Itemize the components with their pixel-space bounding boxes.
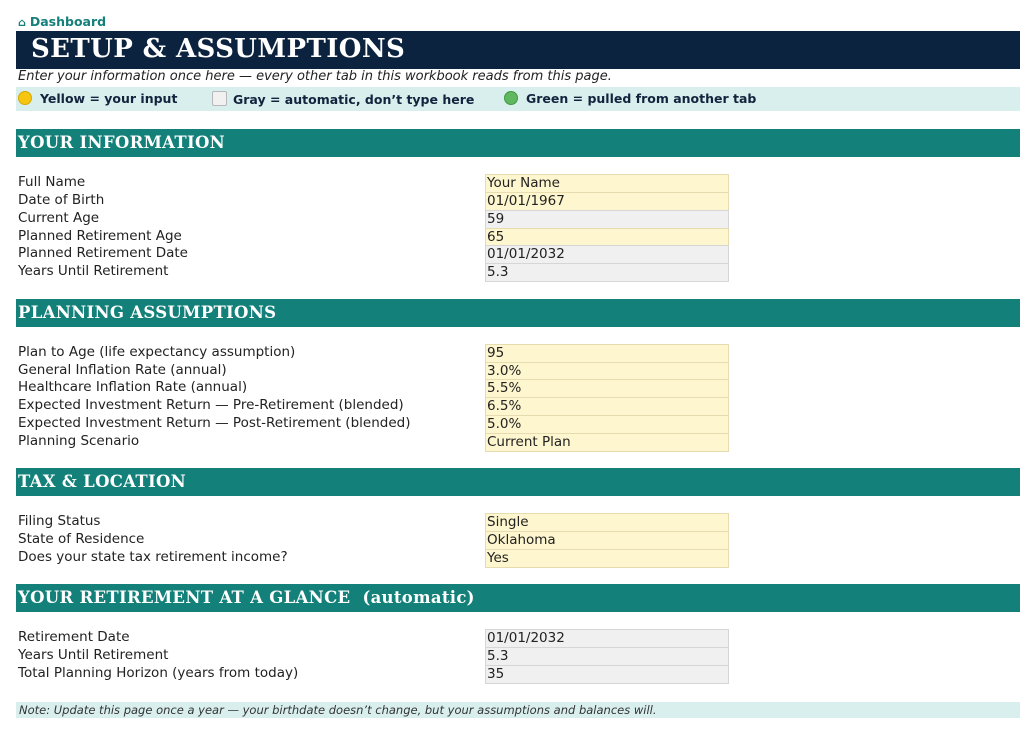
general-inflation-cell[interactable]: 3.0% bbox=[485, 362, 729, 381]
row-label: Expected Investment Return — Pre-Retirement (blended) bbox=[18, 397, 404, 413]
pre-retirement-return-cell[interactable]: 6.5% bbox=[485, 397, 729, 416]
row-label: Current Age bbox=[18, 210, 100, 226]
row-label: Plan to Age (life expectancy assumption) bbox=[18, 344, 296, 360]
plan-to-age-cell[interactable]: 95 bbox=[485, 344, 729, 363]
section-header-planning-assumptions: PLANNING ASSUMPTIONS bbox=[16, 299, 1020, 327]
dashboard-link-label: Dashboard bbox=[29, 14, 107, 29]
green-circle-icon bbox=[504, 91, 518, 105]
color-legend bbox=[16, 87, 1020, 111]
legend-input: Yellow = your input bbox=[18, 91, 177, 106]
row-label: Expected Investment Return — Post-Retirement (blended) bbox=[18, 415, 411, 431]
row-label: Full Name bbox=[18, 174, 86, 190]
healthcare-inflation-cell[interactable]: 5.5% bbox=[485, 379, 729, 398]
row-label: Does your state tax retirement income? bbox=[18, 549, 288, 565]
legend-auto: Gray = automatic, don’t type here bbox=[212, 91, 474, 107]
row-label: Planning Scenario bbox=[18, 433, 140, 449]
yellow-circle-icon bbox=[18, 91, 32, 105]
years-until-retirement-cell: 5.3 bbox=[485, 263, 729, 282]
glance-retirement-date-cell: 01/01/2032 bbox=[485, 629, 729, 648]
glance-planning-horizon-cell: 35 bbox=[485, 665, 729, 684]
row-label: Date of Birth bbox=[18, 192, 105, 208]
row-label: Total Planning Horizon (years from today) bbox=[18, 665, 299, 681]
row-label: Healthcare Inflation Rate (annual) bbox=[18, 379, 248, 395]
retirement-date-cell: 01/01/2032 bbox=[485, 245, 729, 264]
footer-note: Note: Update this page once a year — your birthdate doesn’t change, but your assumptions and balances will. bbox=[16, 702, 1020, 718]
row-label: Retirement Date bbox=[18, 629, 130, 645]
glance-years-until-retirement-cell: 5.3 bbox=[485, 647, 729, 666]
section-header-your-information: YOUR INFORMATION bbox=[16, 129, 1020, 157]
section-header-tax-location: TAX & LOCATION bbox=[16, 468, 1020, 496]
page-subtitle: Enter your information once here — every other tab in this workbook reads from this page. bbox=[18, 69, 612, 84]
page-title: SETUP & ASSUMPTIONS bbox=[31, 34, 406, 64]
section-header-retirement-at-a-glance: YOUR RETIREMENT AT A GLANCE (automatic) bbox=[16, 584, 1020, 612]
gray-square-icon bbox=[212, 91, 227, 106]
legend-pulled: Green = pulled from another tab bbox=[504, 91, 756, 106]
filing-status-cell[interactable]: Single bbox=[485, 513, 729, 532]
planning-scenario-cell[interactable]: Current Plan bbox=[485, 433, 729, 452]
full-name-cell[interactable]: Your Name bbox=[485, 174, 729, 193]
dashboard-link[interactable] bbox=[18, 14, 106, 29]
date-of-birth-cell[interactable]: 01/01/1967 bbox=[485, 192, 729, 211]
row-label: State of Residence bbox=[18, 531, 145, 547]
home-icon: ⌂ bbox=[18, 16, 26, 29]
row-label: Years Until Retirement bbox=[18, 263, 169, 279]
state-tax-cell[interactable]: Yes bbox=[485, 549, 729, 568]
row-label: Planned Retirement Date bbox=[18, 245, 188, 261]
retirement-age-cell[interactable]: 65 bbox=[485, 228, 729, 247]
row-label: General Inflation Rate (annual) bbox=[18, 362, 227, 378]
post-retirement-return-cell[interactable]: 5.0% bbox=[485, 415, 729, 434]
current-age-cell: 59 bbox=[485, 210, 729, 229]
row-label: Filing Status bbox=[18, 513, 101, 529]
row-label: Years Until Retirement bbox=[18, 647, 169, 663]
page-title-bar bbox=[16, 31, 1020, 69]
state-of-residence-cell[interactable]: Oklahoma bbox=[485, 531, 729, 550]
row-label: Planned Retirement Age bbox=[18, 228, 182, 244]
